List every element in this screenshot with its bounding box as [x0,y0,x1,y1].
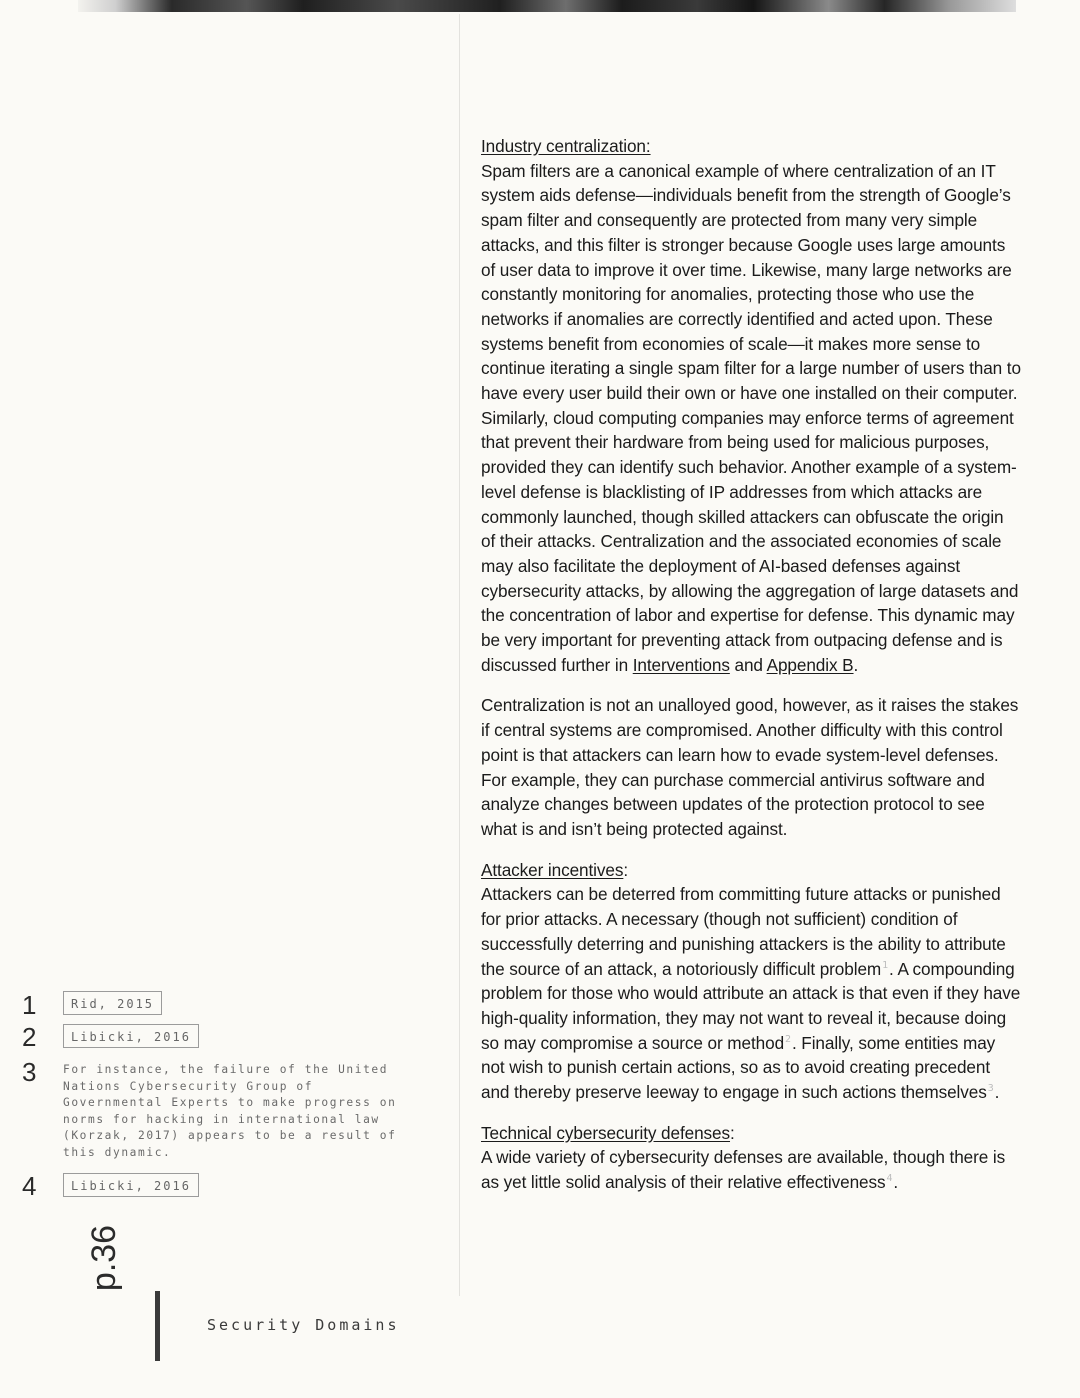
paragraph-text: . [893,1172,899,1193]
industry-centralization-paragraph [481,134,1021,677]
page-number: p.36 [85,1224,123,1292]
footnote-citation-2[interactable]: Libicki, 2016 [63,1024,199,1048]
centralization-caveat-paragraph: Centralization is not an unalloyed good, however, as it raises the stakes if central systems are compromised. Another difficulty with this control point is that attackers can learn how to evade system-level defenses. For example, they can purchase commercial antivirus software and analyze changes between updates of the protection protocol to see what is and isn’t being protected against. [481,695,1019,839]
section-heading-industry-centralization: Industry centralization: [481,136,651,156]
footnote-ref-2[interactable]: 2 [785,1033,791,1045]
heading-colon: : [623,859,629,880]
paragraph-text: . A compounding problem for those who would attribute an attack is that even if they have high-quality information, they may not want to reveal it, because doing so may compromise a source or method [481,958,1021,1053]
footer-bar [155,1291,160,1361]
footnote-citation-1[interactable]: Rid, 2015 [63,991,162,1015]
footnote-ref-3[interactable]: 3 [987,1083,994,1095]
footnote-number-1: 1 [22,990,37,1020]
footnote-ref-1[interactable]: 1 [882,959,889,971]
footnote-number-4: 4 [22,1171,37,1201]
footnote-number-3: 3 [22,1057,37,1087]
paragraph-text: Attackers can be deterred from committing future attacks or punished for prior attacks. A necessary (though not sufficient) condition of successfully deterring and punishing attackers is the ability to attribute the source of an attack, a notoriously difficult problem [481,884,1006,979]
paragraph-text: . [994,1082,1000,1103]
paragraph-text: . Finally, some entities may not wish to punish certain actions, so as to avoid creating precedent and thereby preserve leeway to engage in such actions themselves [481,1032,996,1103]
section-heading-technical-defenses: Technical cybersecurity defenses [481,1122,731,1143]
interventions-link[interactable]: Interventions [632,654,730,675]
attacker-incentives-paragraph [481,858,1021,1105]
paragraph-text: and [729,654,767,675]
header-photo-strip [78,0,1016,12]
section-heading-attacker-incentives: Attacker incentives [481,859,624,880]
paragraph-text: . [853,654,859,675]
heading-colon: : [730,1122,735,1143]
technical-defenses-paragraph [481,1121,1021,1195]
footnote-number-2: 2 [22,1022,37,1052]
footnote-text-3: For instance, the failure of the United Nations Cybersecurity Group of Governmental Experts to make progress on norms for hacking in international law (Korzak, 2017) appears to be a result of this dynamic. [63,1063,397,1159]
paragraph-text: A wide variety of cybersecurity defenses are available, though there is as yet little solid analysis of their relative effectiveness [481,1147,1006,1193]
section-label: Security Domains [207,1316,400,1334]
main-text-column [481,134,1021,1195]
column-divider [459,14,460,1296]
appendix-b-link[interactable]: Appendix B [766,654,854,675]
footnote-ref-4[interactable]: 4 [886,1173,893,1185]
footnote-citation-4[interactable]: Libicki, 2016 [63,1173,199,1197]
paragraph-text: Spam filters are a canonical example of where centralization of an IT system aids defense—individuals benefit from the strength of Google’s spam filter and consequently are protected from many very simple attacks, and this filter is stronger because Google uses large amounts of user data to improve it over time. Likewise, many large networks are constantly monitoring for anomalies, protecting those who use the networks if anomalies are correctly identified and acted upon. These systems benefit from economies of scale—it makes more sense to continue iterating a single spam filter for a large number of users than to have every user build their own or have one installed on their computer. Similarly, cloud computing companies may enforce terms of agreement that prevent their hardware from being used for malicious purposes, provided they can identify such behavior. Another example of a system-level defense is blacklisting of IP addresses from which attacks are commonly launched, though skilled attackers can obfuscate the origin of their attacks. Centralization and the associated economies of scale may also facilitate the deployment of AI-based defenses against cybersecurity attacks, by allowing the aggregation of large datasets and the concentration of labor and expertise for defense. This dynamic may be very important for preventing attack from outpacing defense and is discussed further in [481,160,1021,675]
